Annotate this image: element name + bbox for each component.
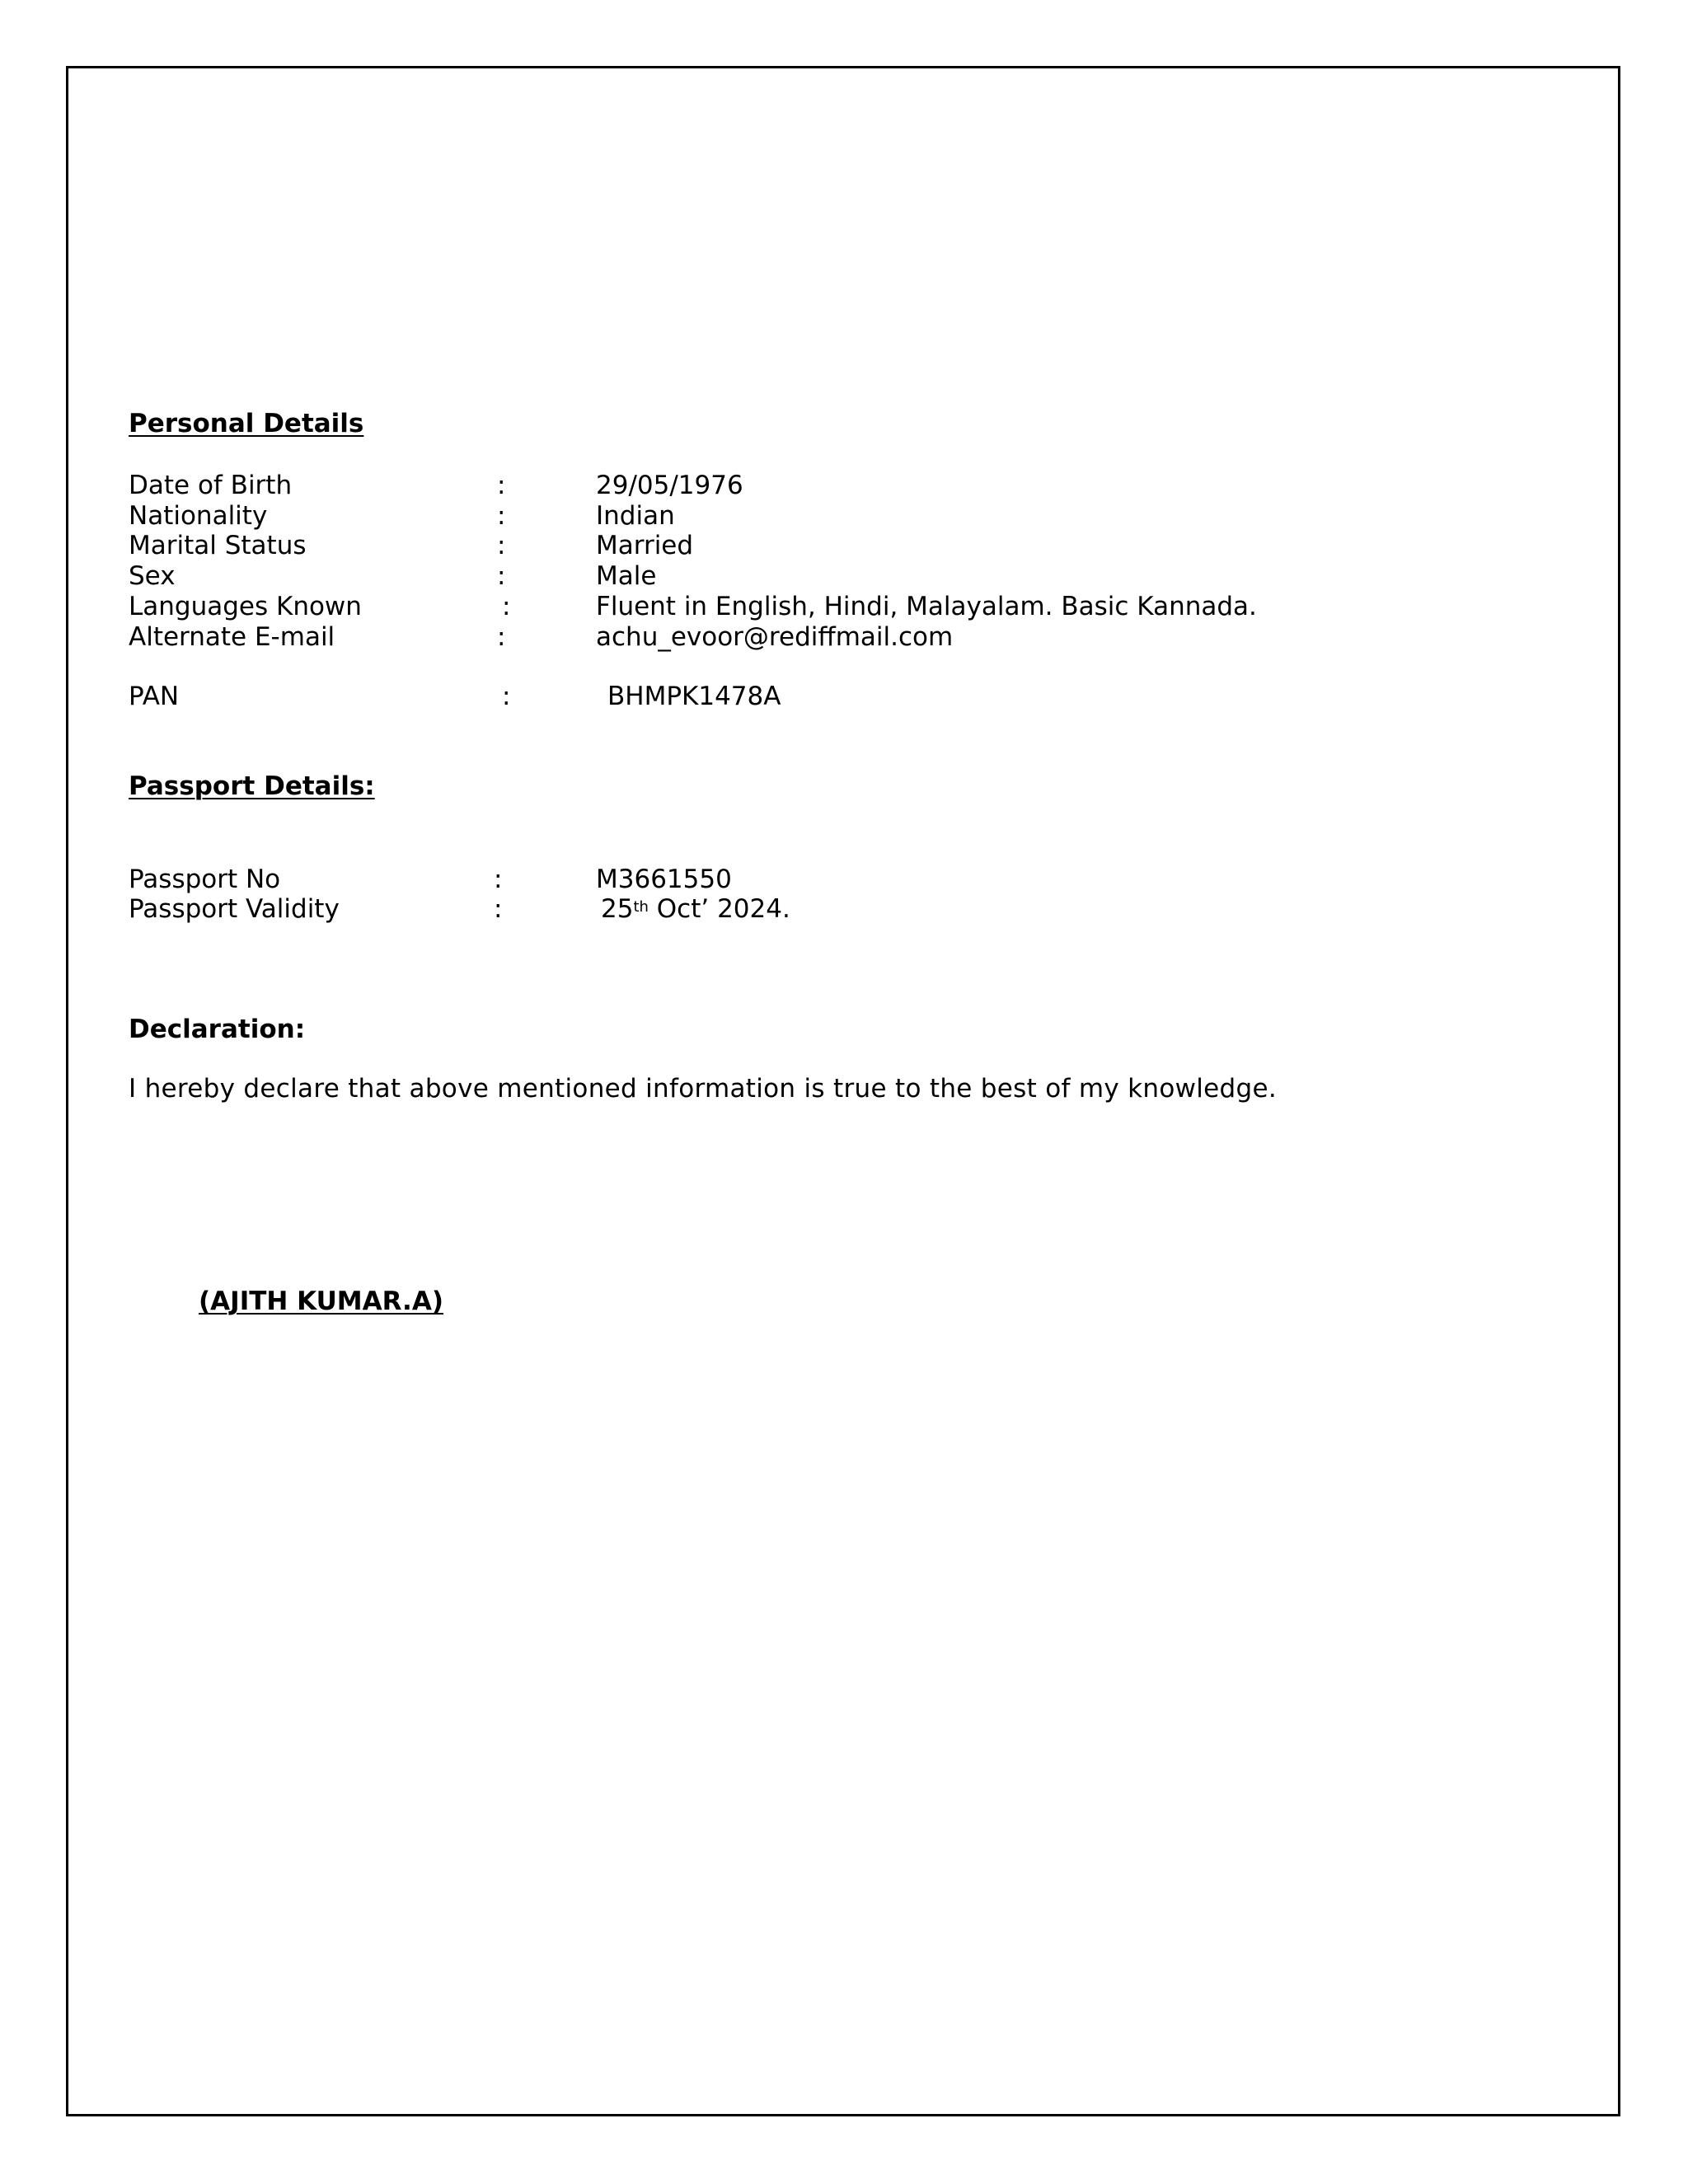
detail-row-passport-validity — [129, 893, 1365, 925]
detail-value — [601, 893, 790, 925]
detail-row-nationality — [129, 500, 1365, 532]
detail-value: BHMPK1478A — [607, 682, 781, 711]
detail-row-dob — [129, 470, 1365, 501]
detail-colon: : — [497, 501, 506, 531]
detail-colon: : — [502, 682, 511, 711]
detail-value: 29/05/1976 — [596, 471, 743, 500]
declaration-text: I hereby declare that above mentioned information is true to the best of my knowledge. — [129, 1074, 1278, 1104]
validity-month-year: Oct’ 2024. — [648, 894, 790, 924]
detail-label: Sex — [129, 561, 176, 591]
detail-value: Male — [596, 561, 657, 591]
detail-row-marital-status — [129, 530, 1365, 561]
declaration-heading: Declaration: — [129, 1015, 306, 1044]
detail-label: Passport No — [129, 865, 281, 894]
detail-colon: : — [494, 865, 503, 894]
detail-value: Fluent in English, Hindi, Malayalam. Basic Kannada. — [596, 592, 1257, 621]
validity-day: 25 — [601, 894, 634, 924]
personal-details-heading: Personal Details — [129, 409, 364, 438]
detail-value: achu_evoor@rediffmail.com — [596, 622, 954, 652]
detail-row-alternate-email — [129, 621, 1365, 653]
detail-colon: : — [494, 894, 503, 924]
detail-row-sex — [129, 560, 1365, 592]
detail-label: PAN — [129, 682, 180, 711]
detail-label: Date of Birth — [129, 471, 293, 500]
detail-label: Languages Known — [129, 592, 362, 621]
detail-colon: : — [497, 561, 506, 591]
detail-row-passport-no — [129, 864, 1365, 895]
detail-value: M3661550 — [596, 865, 732, 894]
detail-colon: : — [497, 622, 506, 652]
detail-label: Nationality — [129, 501, 268, 531]
detail-colon: : — [502, 592, 511, 621]
signature-name: (AJITH KUMAR.A) — [199, 1286, 443, 1316]
detail-row-pan — [129, 681, 1365, 712]
detail-colon: : — [497, 471, 506, 500]
detail-label: Marital Status — [129, 531, 307, 560]
passport-details-heading: Passport Details: — [129, 771, 375, 801]
detail-colon: : — [497, 531, 506, 560]
detail-label: Alternate E-mail — [129, 622, 335, 652]
detail-value: Indian — [596, 501, 675, 531]
detail-label: Passport Validity — [129, 894, 340, 924]
detail-row-languages — [129, 591, 1365, 622]
detail-value: Married — [596, 531, 694, 560]
validity-ordinal-suffix: th — [633, 898, 649, 916]
